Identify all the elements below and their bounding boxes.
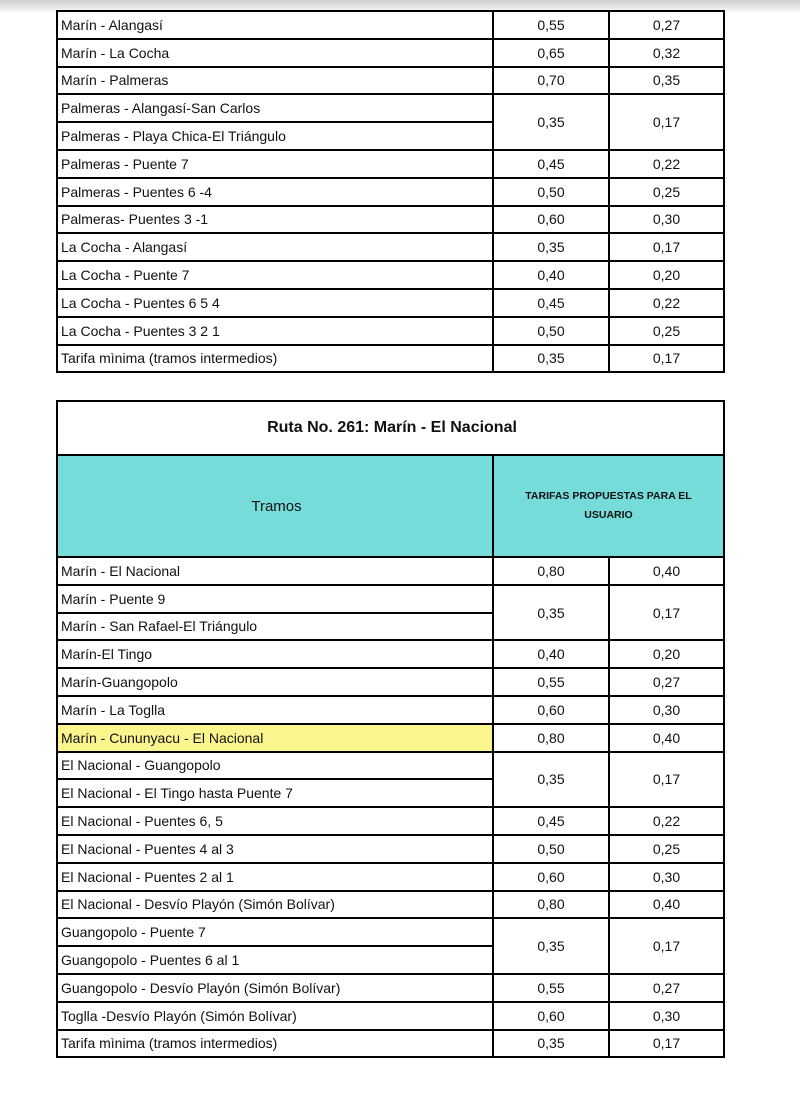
- table-row: [57, 289, 724, 317]
- tramo-cell: Marín - El Nacional: [57, 557, 493, 585]
- tarifa-cell: 0,40: [493, 261, 609, 289]
- table-row: [57, 11, 724, 39]
- tramo-cell: El Nacional - Puentes 4 al 3: [57, 835, 493, 863]
- tarifa-cell: 0,55: [493, 668, 609, 696]
- route-title: Ruta No. 261: Marín - El Nacional: [57, 401, 724, 455]
- table-row: [57, 752, 724, 780]
- tarifa-reducida-cell: 0,22: [609, 289, 724, 317]
- table-row: [57, 39, 724, 67]
- tarifa-cell: 0,35: [493, 1030, 609, 1058]
- table-row: [57, 640, 724, 668]
- tarifa-reducida-cell: 0,30: [609, 206, 724, 234]
- tarifa-cell: 0,60: [493, 206, 609, 234]
- tarifa-reducida-cell: 0,25: [609, 835, 724, 863]
- tarifa-reducida-cell: 0,22: [609, 150, 724, 178]
- tramo-cell: Marín - Puente 9: [57, 585, 493, 613]
- table-row: [57, 178, 724, 206]
- tarifa-reducida-cell: 0,17: [609, 1030, 724, 1058]
- tramo-cell: Palmeras- Puentes 3 -1: [57, 206, 493, 234]
- table-row: [57, 863, 724, 891]
- tramo-cell: El Nacional - Puentes 2 al 1: [57, 863, 493, 891]
- tramo-cell: Guangopolo - Puentes 6 al 1: [57, 946, 493, 974]
- tarifa-cell: 0,60: [493, 696, 609, 724]
- tramo-cell: Palmeras - Alangasí-San Carlos: [57, 94, 493, 122]
- table-row: [57, 94, 724, 122]
- tarifa-reducida-cell: 0,30: [609, 1002, 724, 1030]
- tramo-cell: Guangopolo - Puente 7: [57, 918, 493, 946]
- table-row: [57, 150, 724, 178]
- tarifa-cell: 0,80: [493, 557, 609, 585]
- tarifa-reducida-cell: 0,20: [609, 261, 724, 289]
- tramo-cell: Toglla -Desvío Playón (Simón Bolívar): [57, 1002, 493, 1030]
- table-row: [57, 724, 724, 752]
- tarifa-cell: 0,45: [493, 807, 609, 835]
- tramo-cell: Tarifa mìnima (tramos intermedios): [57, 345, 493, 373]
- table-row: [57, 696, 724, 724]
- table-row: [57, 557, 724, 585]
- table-row: [57, 807, 724, 835]
- tramo-cell: La Cocha - Alangasí: [57, 233, 493, 261]
- tramo-cell: La Cocha - Puentes 6 5 4: [57, 289, 493, 317]
- table-row: [57, 261, 724, 289]
- tarifa-reducida-cell: 0,35: [609, 67, 724, 95]
- table-row: [57, 67, 724, 95]
- tarifa-cell: 0,80: [493, 891, 609, 919]
- tarifa-cell: 0,35: [493, 233, 609, 261]
- tarifa-reducida-cell: 0,32: [609, 39, 724, 67]
- tarifa-reducida-cell: 0,17: [609, 585, 724, 641]
- tramo-cell: Palmeras - Playa Chica-El Triángulo: [57, 122, 493, 150]
- tramo-cell: El Nacional - El Tingo hasta Puente 7: [57, 779, 493, 807]
- table-row: [57, 1002, 724, 1030]
- tarifa-reducida-cell: 0,40: [609, 724, 724, 752]
- tarifa-reducida-cell: 0,40: [609, 891, 724, 919]
- tramo-cell: Palmeras - Puentes 6 -4: [57, 178, 493, 206]
- fare-table-body: [57, 557, 724, 1057]
- table-row: [57, 585, 724, 613]
- table-row: [57, 1030, 724, 1058]
- tramo-cell: La Cocha - Puente 7: [57, 261, 493, 289]
- table-row: [57, 891, 724, 919]
- tarifa-reducida-cell: 0,27: [609, 11, 724, 39]
- tarifa-reducida-cell: 0,20: [609, 640, 724, 668]
- tarifa-reducida-cell: 0,27: [609, 974, 724, 1002]
- tarifa-cell: 0,80: [493, 724, 609, 752]
- tarifa-cell: 0,35: [493, 345, 609, 373]
- tarifa-cell: 0,65: [493, 39, 609, 67]
- tramo-cell: Tarifa mìnima (tramos intermedios): [57, 1030, 493, 1058]
- table-row: [57, 233, 724, 261]
- tarifa-reducida-cell: 0,17: [609, 94, 724, 150]
- tramo-cell: Marín - San Rafael-El Triángulo: [57, 613, 493, 641]
- fare-table-continued: [56, 10, 725, 373]
- tarifa-cell: 0,55: [493, 974, 609, 1002]
- tramo-cell: Marín - Alangasí: [57, 11, 493, 39]
- tramo-cell: El Nacional - Guangopolo: [57, 752, 493, 780]
- tarifa-reducida-cell: 0,30: [609, 863, 724, 891]
- tarifa-cell: 0,60: [493, 1002, 609, 1030]
- tramo-cell: Marín - La Toglla: [57, 696, 493, 724]
- tarifa-reducida-cell: 0,22: [609, 807, 724, 835]
- table-row: [57, 317, 724, 345]
- tramo-cell: Marín-El Tingo: [57, 640, 493, 668]
- tramo-cell: El Nacional - Puentes 6, 5: [57, 807, 493, 835]
- tramo-cell: Marín - La Cocha: [57, 39, 493, 67]
- tarifa-cell: 0,45: [493, 150, 609, 178]
- table-row: [57, 206, 724, 234]
- tarifa-cell: 0,50: [493, 178, 609, 206]
- tarifa-reducida-cell: 0,25: [609, 178, 724, 206]
- tarifa-cell: 0,70: [493, 67, 609, 95]
- tarifa-reducida-cell: 0,17: [609, 752, 724, 808]
- tarifa-cell: 0,40: [493, 640, 609, 668]
- tramo-cell: El Nacional - Desvío Playón (Simón Bolívar): [57, 891, 493, 919]
- tarifa-cell: 0,55: [493, 11, 609, 39]
- column-header-tramos: Tramos: [57, 455, 493, 557]
- tarifa-reducida-cell: 0,30: [609, 696, 724, 724]
- tarifa-cell: 0,45: [493, 289, 609, 317]
- tarifa-cell: 0,35: [493, 752, 609, 808]
- tarifa-reducida-cell: 0,25: [609, 317, 724, 345]
- tramo-cell: Marín-Guangopolo: [57, 668, 493, 696]
- fare-table-route-261: [56, 400, 725, 1058]
- tarifa-cell: 0,50: [493, 317, 609, 345]
- column-header-tarifas: TARIFAS PROPUESTAS PARA EL USUARIO: [493, 455, 724, 557]
- tramo-cell: La Cocha - Puentes 3 2 1: [57, 317, 493, 345]
- tarifa-cell: 0,60: [493, 863, 609, 891]
- table-row: [57, 974, 724, 1002]
- table-row: [57, 668, 724, 696]
- tarifa-cell: 0,35: [493, 585, 609, 641]
- tarifa-cell: 0,35: [493, 918, 609, 974]
- table-row: [57, 918, 724, 946]
- tramo-cell: Palmeras - Puente 7: [57, 150, 493, 178]
- tarifa-cell: 0,50: [493, 835, 609, 863]
- tramo-cell: Marín - Cununyacu - El Nacional: [57, 724, 493, 752]
- tarifa-cell: 0,35: [493, 94, 609, 150]
- tarifa-reducida-cell: 0,40: [609, 557, 724, 585]
- table-row: [57, 345, 724, 373]
- table-row: [57, 835, 724, 863]
- tarifa-reducida-cell: 0,27: [609, 668, 724, 696]
- tarifa-reducida-cell: 0,17: [609, 233, 724, 261]
- tramo-cell: Guangopolo - Desvío Playón (Simón Bolívar): [57, 974, 493, 1002]
- tramo-cell: Marín - Palmeras: [57, 67, 493, 95]
- tarifa-reducida-cell: 0,17: [609, 918, 724, 974]
- fare-table-body: [57, 11, 724, 372]
- tarifa-reducida-cell: 0,17: [609, 345, 724, 373]
